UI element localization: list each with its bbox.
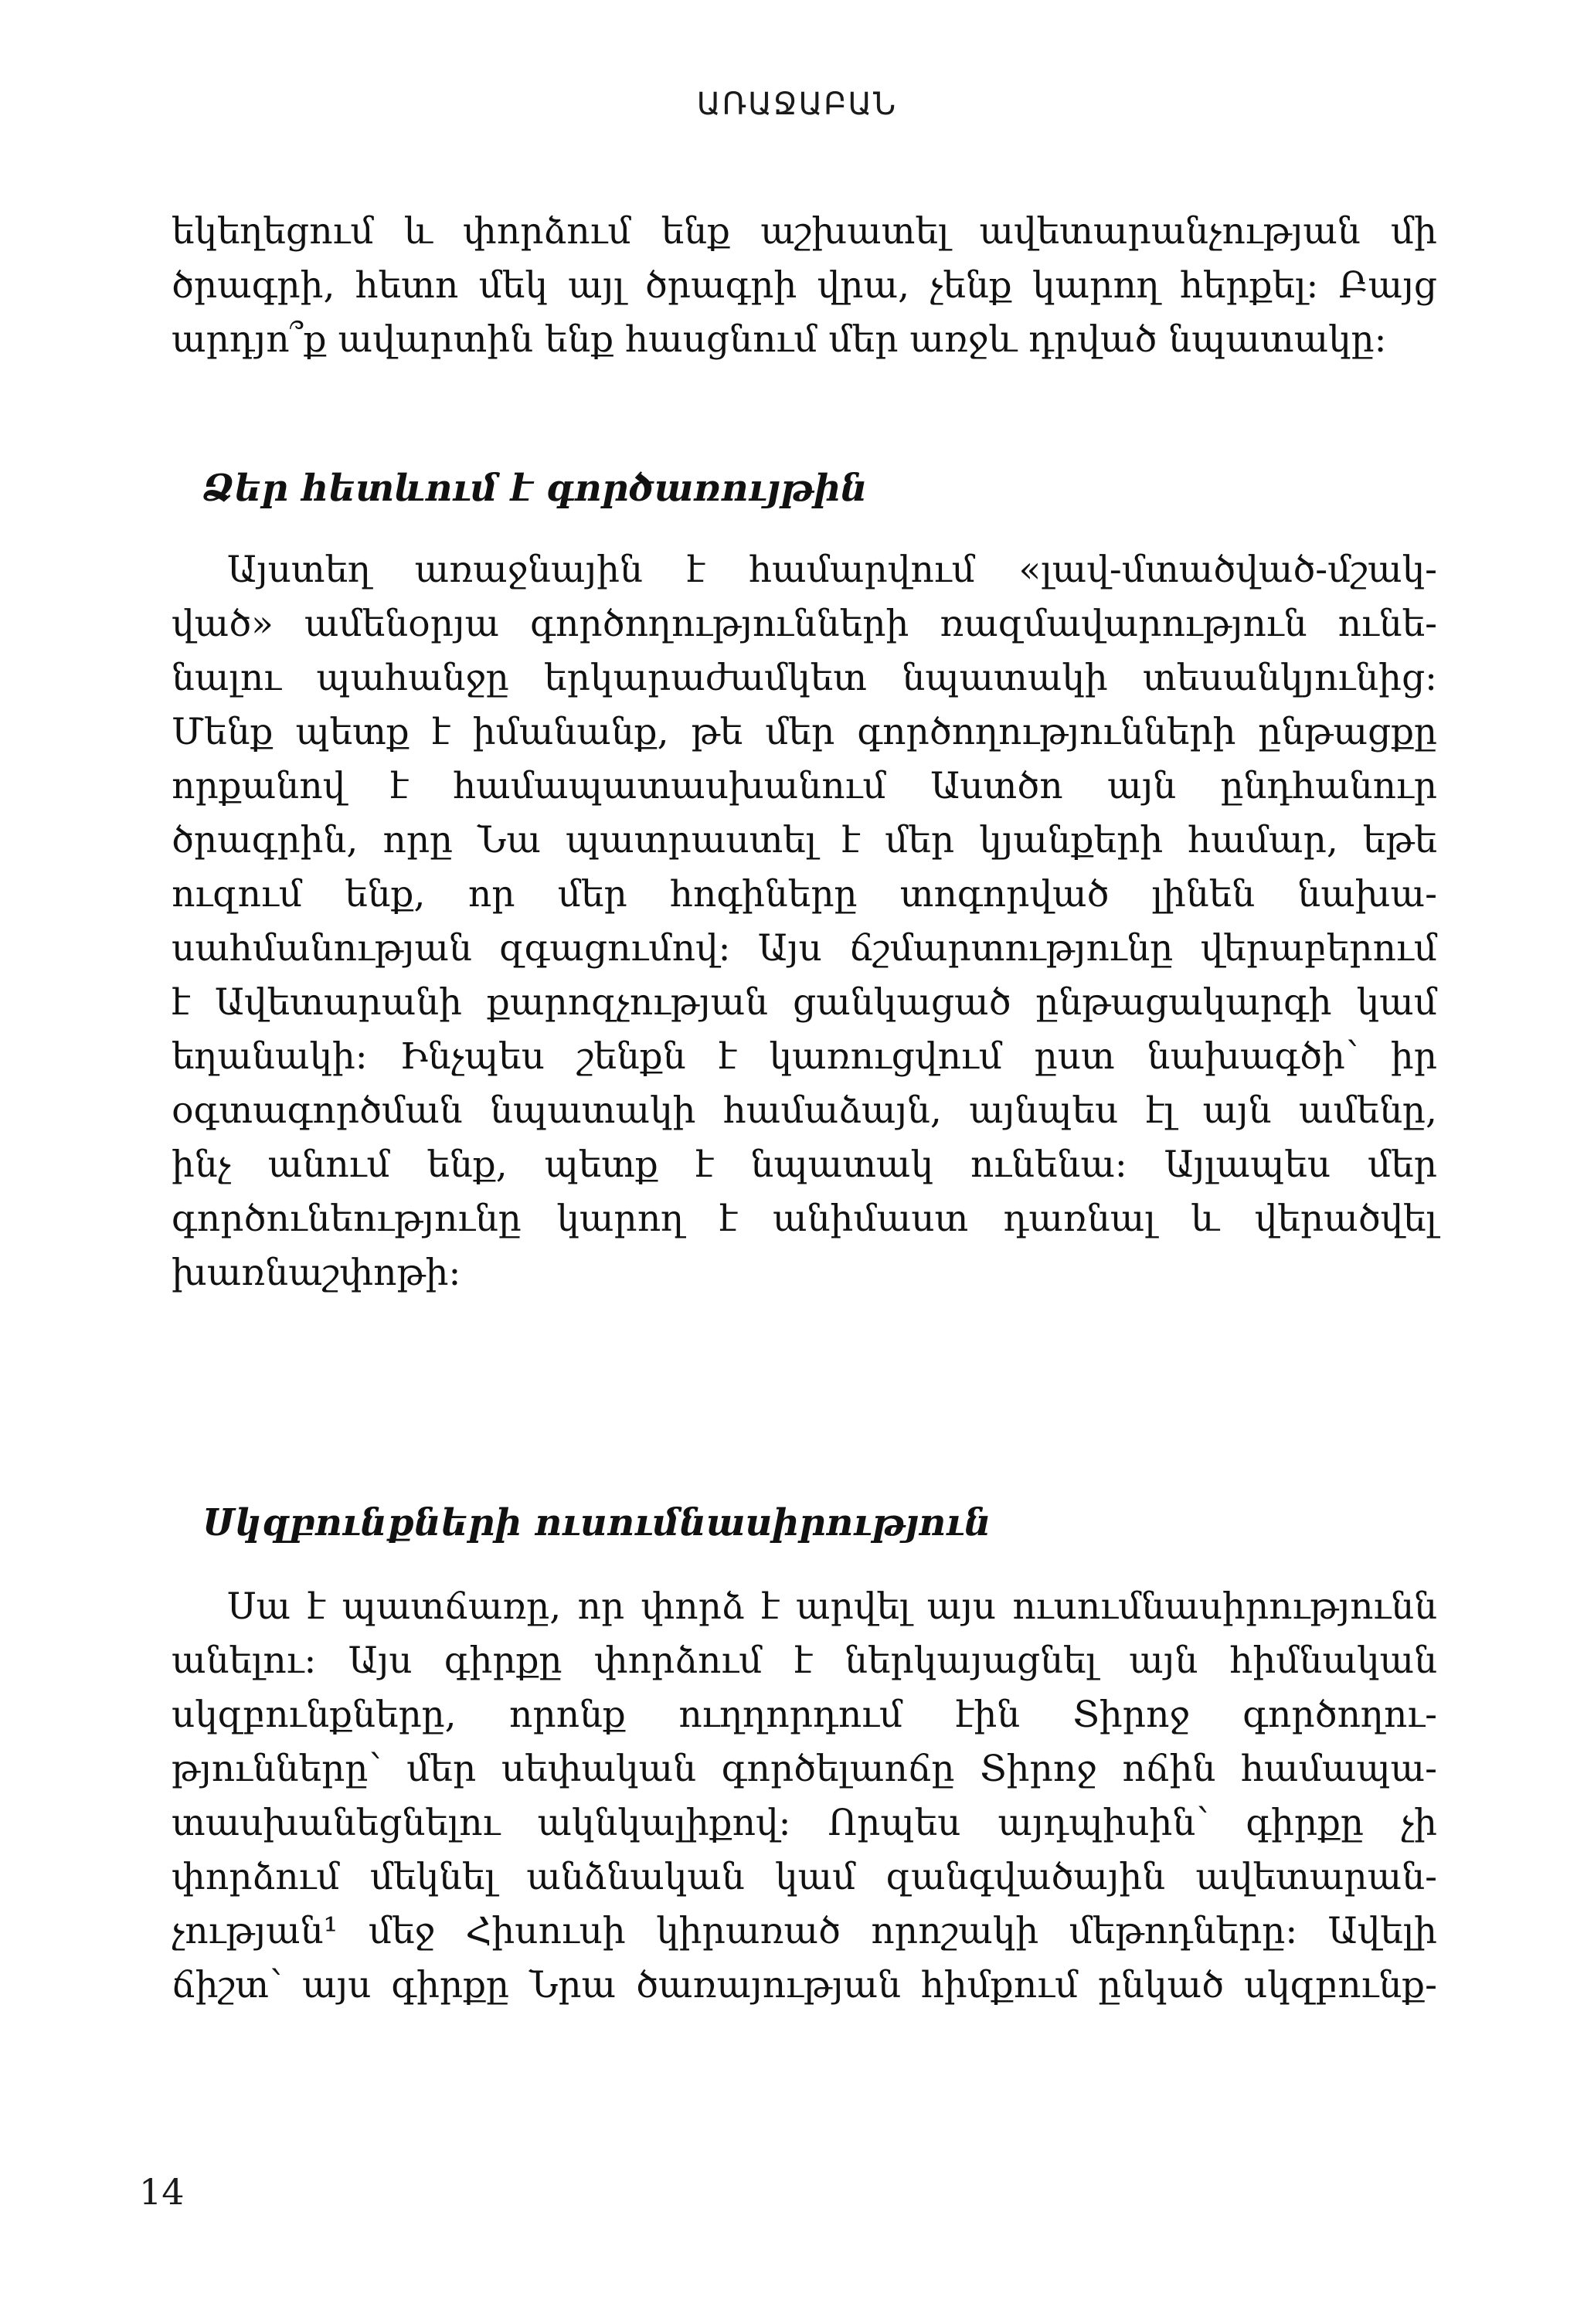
text-line: արդյո՞ք ավարտին ենք հասցնում մեր առջև դրված նպատակը: (172, 318, 1387, 361)
text-line: չության¹ մեջ Հիսուսի կիրառած որոշակի մեթոդները: Ավելի (172, 1910, 1437, 1952)
section-heading-2: Սկզբունքների ուսումնասիրություն (202, 1501, 991, 1544)
paragraph-1 (172, 205, 1437, 367)
text-line: Մենք պետք է իմանանք, թե մեր գործողությունների ընթացքը (172, 711, 1437, 753)
text-line: եկեղեցում և փորձում ենք աշխատել ավետարանչության մի (172, 210, 1437, 253)
text-line: գործունեությունը կարող է անիմաստ դառնալ և վերածվել (172, 1198, 1437, 1240)
text-line: թյունները՝ մեր սեփական գործելաոճը Տիրոջ ոճին համապա- (172, 1748, 1437, 1790)
text-line: տասխանեցնելու ակնկալիքով: Որպես այդպիսին՝ գիրքը չի (172, 1802, 1437, 1844)
text-line: է Ավետարանի քարոզչության ցանկացած ընթացակարգի կամ (172, 981, 1437, 1024)
text-line: փորձում մեկնել անձնական կամ զանգվածային ավետարան- (172, 1856, 1437, 1898)
paragraph-2 (172, 543, 1437, 1300)
text-line: ծրագրին, որը Նա պատրաստել է մեր կյանքերի համար, եթե (172, 819, 1437, 861)
text-line: ուզում ենք, որ մեր հոգիները տոգորված լինեն նախա- (172, 873, 1437, 916)
text-line: նալու պահանջը երկարաժամկետ նպատակի տեսանկյունից: (172, 657, 1437, 699)
text-line: սահմանության զգացումով: Այս ճշմարտությունը վերաբերում (172, 927, 1437, 970)
running-head: ԱՌԱՋԱԲԱՆ (696, 87, 898, 122)
text-line: խառնաշփոթի: (172, 1252, 461, 1294)
text-line: ծրագրի, հետո մեկ այլ ծրագրի վրա, չենք կարող հերքել: Բայց (172, 264, 1437, 307)
page-number: 14 (139, 2171, 185, 2213)
text-line: օգտագործման նպատակի համաձայն, այնպես էլ այն ամենը, (172, 1089, 1437, 1132)
text-line: Այստեղ առաջնային է համարվում «լավ-մտածված-մշակ- (227, 549, 1437, 591)
text-line: ված» ամենօրյա գործողությունների ռազմավարություն ունե- (172, 603, 1437, 645)
text-line: ինչ անում ենք, պետք է նպատակ ունենա: Այլապես մեր (172, 1143, 1437, 1186)
text-line: ճիշտ՝ այս գիրքը Նրա ծառայության հիմքում ընկած սկզբունք- (172, 1964, 1437, 2006)
text-line: Սա է պատճառը, որ փորձ է արվել այս ուսումնասիրությունն (227, 1585, 1437, 1628)
text-line: անելու: Այս գիրքը փորձում է ներկայացնել այն հիմնական (172, 1639, 1437, 1682)
text-line: որքանով է համապատասխանում Աստծո այն ընդհանուր (172, 765, 1437, 807)
paragraph-3 (172, 1580, 1437, 2013)
section-heading-1: Ձեր հետևում է գործառույթին (202, 467, 868, 510)
text-line: սկզբունքները, որոնք ուղղորդում էին Տիրոջ գործողու- (172, 1694, 1437, 1736)
text-line: եղանակի: Ինչպես շենքն է կառուցվում ըստ նախագծի՝ իր (172, 1035, 1437, 1078)
